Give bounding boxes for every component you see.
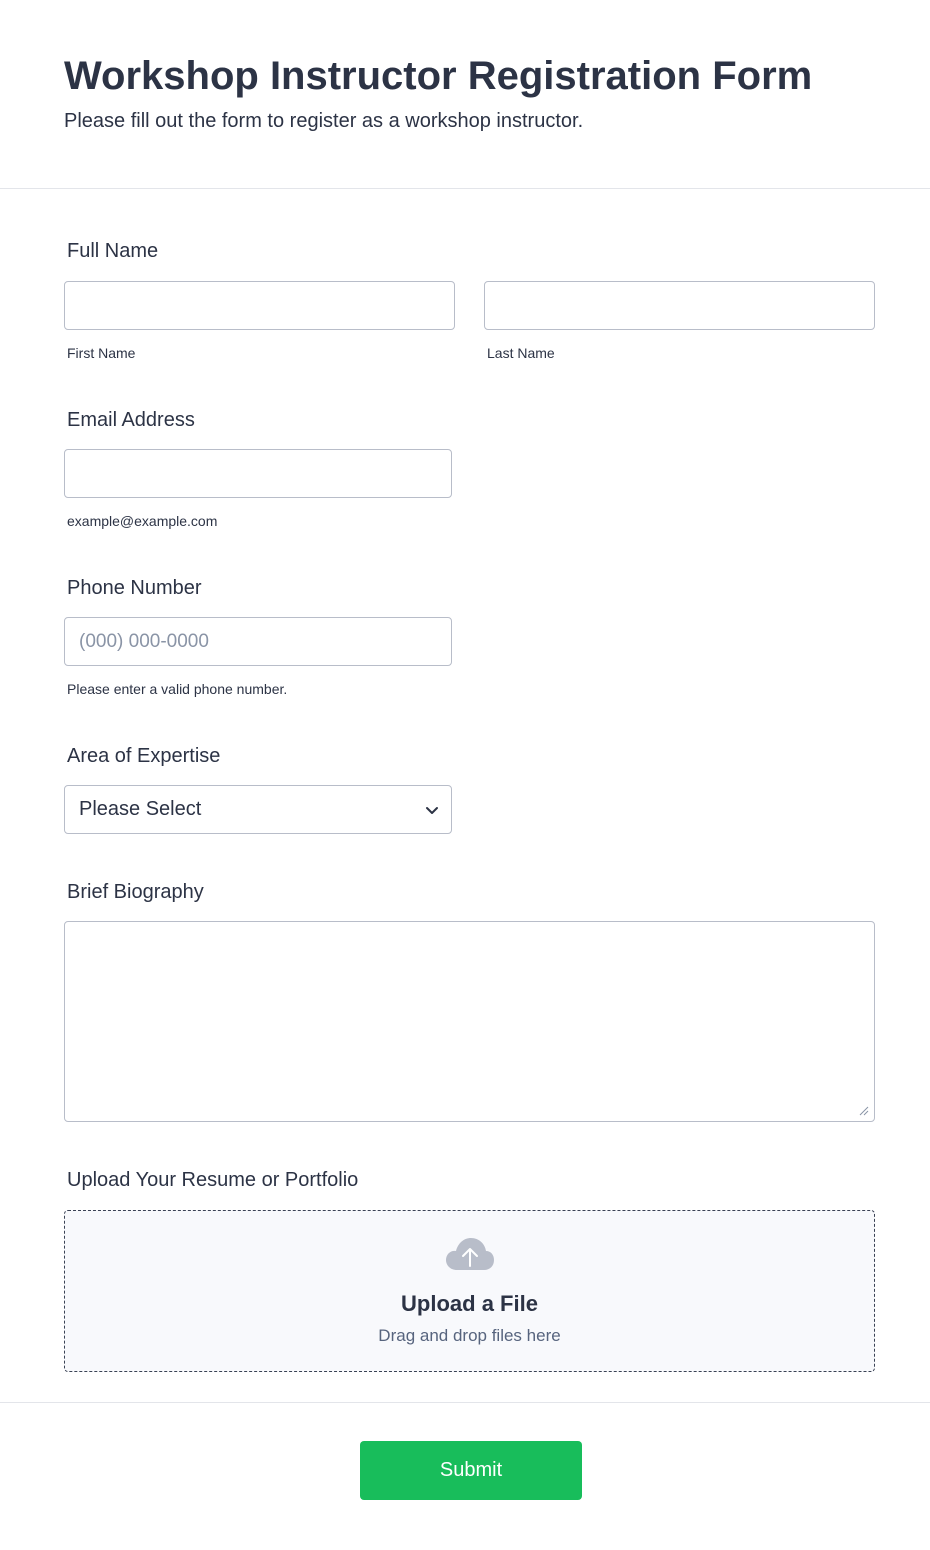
page-title: Workshop Instructor Registration Form (64, 54, 813, 98)
upload-subtitle: Drag and drop files here (378, 1326, 561, 1345)
expertise-select[interactable] (64, 785, 452, 834)
full-name-label: Full Name (67, 240, 159, 262)
upload-label: Upload Your Resume or Portfolio (67, 1169, 359, 1191)
chevron-down-icon (425, 803, 439, 817)
last-name-input[interactable] (484, 281, 875, 330)
submit-button[interactable]: Submit (360, 1441, 582, 1500)
phone-label: Phone Number (67, 577, 202, 599)
upload-title: Upload a File (401, 1291, 538, 1316)
footer-divider (0, 1402, 930, 1403)
first-name-sublabel: First Name (67, 345, 136, 361)
file-upload-dropzone[interactable] (64, 1210, 875, 1372)
last-name-sublabel: Last Name (487, 345, 555, 361)
expertise-selected-value: Please Select (79, 798, 202, 820)
email-input[interactable] (64, 449, 452, 498)
phone-input[interactable] (64, 617, 452, 666)
biography-label: Brief Biography (67, 881, 204, 903)
biography-textarea[interactable] (64, 921, 875, 1122)
expertise-label: Area of Expertise (67, 745, 221, 767)
first-name-input[interactable] (64, 281, 455, 330)
resize-handle-icon[interactable] (859, 1106, 869, 1116)
page-subtitle: Please fill out the form to register as a workshop instructor. (64, 110, 584, 132)
phone-sublabel: Please enter a valid phone number. (67, 681, 288, 697)
email-sublabel: example@example.com (67, 513, 218, 529)
form-header (0, 0, 930, 189)
cloud-upload-icon (445, 1236, 495, 1274)
email-label: Email Address (67, 409, 195, 431)
